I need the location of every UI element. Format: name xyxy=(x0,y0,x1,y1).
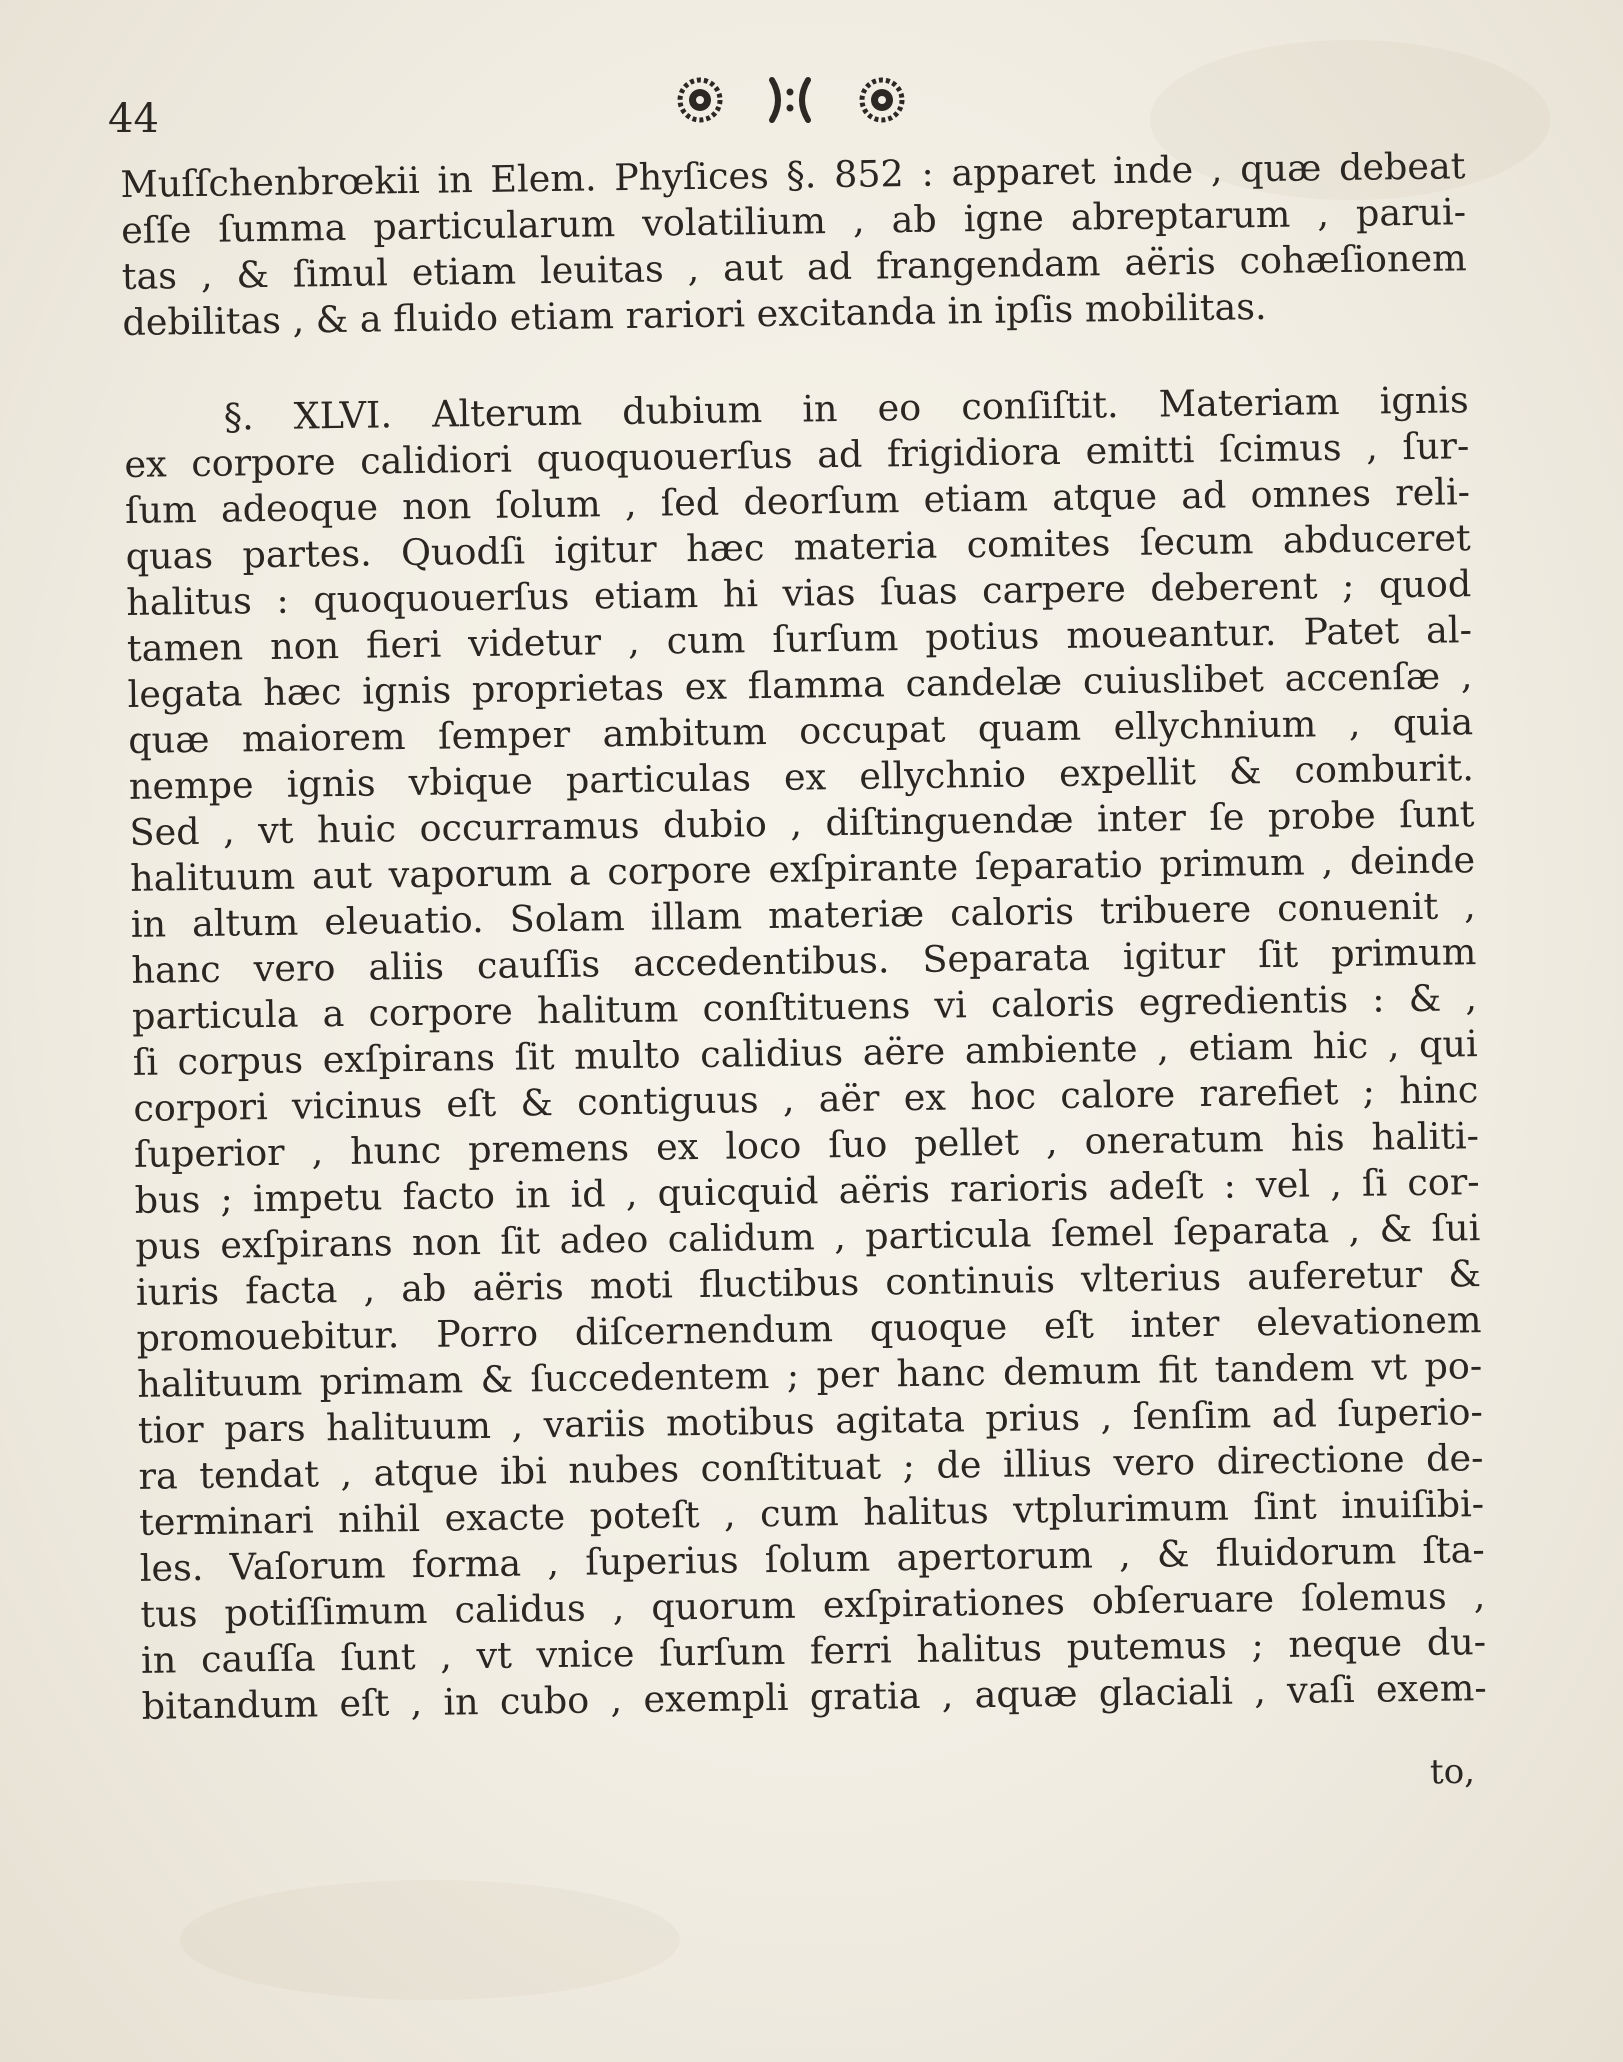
text-line: tas , & ſimul etiam leuitas , aut ad frangendam aëris cohæſionem xyxy=(121,236,1467,298)
ornament-left-flower-icon xyxy=(680,80,720,120)
page-number: 44 xyxy=(108,96,159,142)
text-line: Muſſchenbrœkii in Elem. Phyſices §. 852 : apparet inde , quæ debeat xyxy=(120,144,1466,206)
paper-stain xyxy=(180,1880,680,2000)
text-line: iuris facta , ab aëris moti fluctibus continuis vlterius auferetur & xyxy=(135,1252,1482,1314)
text-line: ſuperior , hunc premens ex loco ſuo pellet , oneratum his haliti- xyxy=(133,1114,1480,1176)
text-line: eſſe ſumma particularum volatilium , ab igne abreptarum , parui- xyxy=(120,190,1467,252)
text-line: ſum adeoque non ſolum , ſed deorſum etiam atque ad omnes reli- xyxy=(124,470,1471,532)
text-line: legata hæc ignis proprietas ex flamma candelæ cuiuslibet accenſæ , xyxy=(127,654,1473,716)
text-line: terminari nihil exacte poteſt , cum halitus vtplurimum ſint inuiſibi- xyxy=(138,1482,1485,1544)
text-line: hanc vero aliis cauſſis accedentibus. Separata igitur ſit primum xyxy=(131,930,1477,992)
text-line: debilitas , & a fluido etiam rariori excitanda in ipſis mobilitas. xyxy=(122,285,1267,344)
text-line: tamen non fieri videtur , cum ſurſum potius moueantur. Patet al- xyxy=(126,608,1473,670)
text-line: in altum eleuatio. Solam illam materiæ caloris tribuere conuenit , xyxy=(130,884,1477,946)
text-line: corpori vicinus eſt & contiguus , aër ex hoc calore rarefiet ; hinc xyxy=(133,1068,1479,1130)
text-line: nempe ignis vbique particulas ex ellychnio expellit & comburit. xyxy=(128,746,1475,808)
text-line: bitandum eſt , in cubo , exempli gratia , aquæ glaciali , vaſi exem- xyxy=(141,1666,1487,1728)
text-line: quas partes. Quodſi igitur hæc materia comites ſecum abduceret xyxy=(125,516,1471,578)
text-line: les. Vaſorum forma , ſuperius ſolum apertorum , & fluidorum ſta- xyxy=(139,1528,1486,1590)
catchword: to, xyxy=(1429,1751,1476,1793)
ornament-center-brackets-icon xyxy=(772,80,808,120)
page-body-text xyxy=(120,129,1489,1848)
text-line: tior pars halituum , variis motibus agitata prius , ſenſim ad ſuperio- xyxy=(137,1390,1484,1452)
text-line: Sed , vt huic occurramus dubio , diſtinguendæ inter ſe probe ſunt xyxy=(129,792,1475,854)
section-heading-line: §. XLVI. Alterum dubium in eo conſiſtit. Materiam ignis xyxy=(223,378,1469,439)
printers-flower-ornament xyxy=(660,66,920,136)
text-line: tus potiſſimum calidus , quorum exſpirationes obſeruare ſolemus , xyxy=(140,1574,1486,1636)
text-line: ſi corpus exſpirans ſit multo calidius aëre ambiente , etiam hic , qui xyxy=(132,1022,1478,1084)
text-line: halituum primam & ſuccedentem ; per hanc demum fit tandem vt po- xyxy=(136,1344,1483,1406)
text-line: halitus : quoquouerſus etiam hi vias ſuas carpere deberent ; quod xyxy=(126,562,1472,624)
ornament-right-flower-icon xyxy=(862,80,902,120)
text-line: halituum aut vaporum a corpore exſpirante ſeparatio primum , deinde xyxy=(129,838,1476,900)
text-line: quæ maiorem ſemper ambitum occupat quam ellychnium , quia xyxy=(127,700,1474,762)
text-line: in cauſſa ſunt , vt vnice ſurſum ferri halitus putemus ; neque du- xyxy=(140,1620,1487,1682)
text-line: promouebitur. Porro diſcernendum quoque eſt inter elevationem xyxy=(136,1298,1482,1360)
text-line: ra tendat , atque ibi nubes conſtituat ; de illius vero directione de- xyxy=(138,1436,1484,1498)
text-line: ex corpore calidiori quoquouerſus ad frigidiora emitti ſcimus , ſur- xyxy=(124,424,1470,486)
text-line: particula a corpore halitum conſtituens vi caloris egredientis : & , xyxy=(131,976,1478,1038)
text-line: pus exſpirans non ſit adeo calidum , particula ſemel ſeparata , & ſui xyxy=(135,1206,1481,1268)
text-line: bus ; impetu facto in id , quicquid aëris rarioris adeſt : vel , ſi cor- xyxy=(134,1160,1480,1222)
